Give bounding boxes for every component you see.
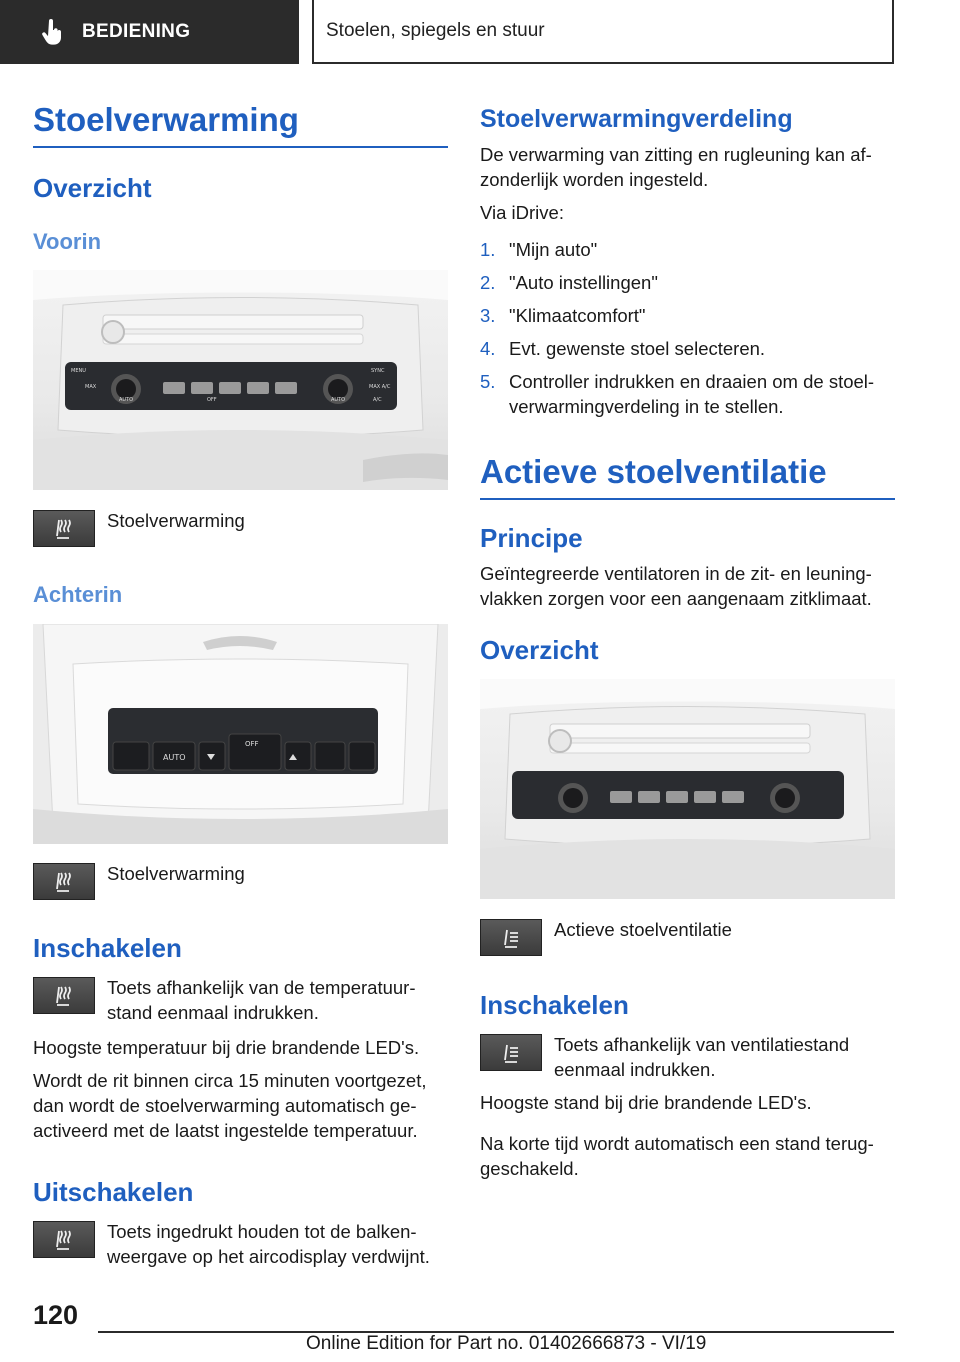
panel-sync-label: SYNC — [371, 368, 385, 374]
seat-heating-icon — [49, 983, 79, 1009]
seat-heating-icon — [49, 516, 79, 542]
panel-maxac-label: MAX A/C — [369, 384, 391, 390]
seat-ventilation-icon — [496, 925, 526, 951]
page-header — [0, 0, 960, 66]
rear-auto-label: AUTO — [163, 753, 186, 762]
heading-overzicht-right: Overzicht — [480, 635, 599, 665]
panel-off-label: OFF — [207, 397, 217, 403]
step-item: 4. Evt. gewenste stoel selecteren. — [480, 338, 766, 359]
seat-ventilation-icon — [496, 1040, 526, 1066]
seat-heating-icon — [49, 869, 79, 895]
seat-heating-button-icon — [33, 510, 95, 547]
rear-climate-panel-photo — [33, 624, 448, 844]
seat-ventilation-button-icon — [480, 1034, 542, 1071]
caption-voorin-text: Stoelverwarming — [107, 510, 245, 531]
panel-auto-right-label: AUTO — [331, 397, 346, 403]
inschakelen-right-p2: Na korte tijd wordt automatisch een stand terug-geschakeld. — [480, 1133, 874, 1179]
heading-inschakelen-right: Inschakelen — [480, 990, 629, 1020]
step-item: 3. "Klimaatcomfort" — [480, 305, 646, 326]
edition-note: Online Edition for Part no. 01402666873 - VI/19 — [306, 1333, 707, 1354]
caption-ventilatie-text: Actieve stoelventilatie — [554, 919, 732, 940]
inschakelen-left-p1: Hoogste temperatuur bij drie brandende LED's. — [33, 1037, 420, 1058]
heading-stoelverwarming: Stoelverwarming — [33, 100, 448, 148]
via-idrive: Via iDrive: — [480, 202, 564, 223]
idrive-steps — [480, 237, 895, 427]
seat-ventilation-button-icon — [480, 919, 542, 956]
panel-auto-left-label: AUTO — [119, 397, 134, 403]
hand-pointer-icon — [40, 19, 64, 45]
step-item: 2. "Auto instellingen" — [480, 272, 658, 293]
panel-max-label: MAX — [85, 384, 97, 390]
front-climate-panel-photo — [33, 270, 448, 490]
inschakelen-right-p1: Hoogste stand bij drie brandende LED's. — [480, 1092, 812, 1113]
heading-uitschakelen: Uitschakelen — [33, 1177, 194, 1207]
heading-achterin: Achterin — [33, 582, 123, 607]
heading-voorin: Voorin — [33, 229, 102, 254]
ventilation-panel-photo — [480, 679, 895, 899]
inschakelen-left-text: Toets afhankelijk van de temperatuur-stand eenmaal indrukken. — [107, 977, 416, 1023]
seat-heating-button-icon — [33, 863, 95, 900]
heading-inschakelen-left: Inschakelen — [33, 933, 182, 963]
inschakelen-left-p2: Wordt de rit binnen circa 15 minuten voortgezet, dan wordt de stoelverwarming automatisch ge-activeerd met de laatst ingestelde temperatuur. — [33, 1070, 427, 1141]
page-number: 120 — [33, 1300, 79, 1330]
chapter-tab — [312, 0, 894, 64]
seat-heating-icon — [49, 1227, 79, 1253]
panel-menu-label: MENU — [71, 368, 86, 374]
chapter-title: Stoelen, spiegels en stuur — [326, 20, 545, 41]
heading-verdeling: Stoelverwarmingverdeling — [480, 105, 793, 133]
uitschakelen-text: Toets ingedrukt houden tot de balken-weergave op het aircodisplay verdwijnt. — [107, 1221, 430, 1267]
section-title: BEDIENING — [82, 21, 191, 42]
heading-ventilatie: Actieve stoelventilatie — [480, 452, 895, 500]
principe-text: Geïntegreerde ventilatoren in de zit- en leuning-vlakken zorgen voor een aangenaam zitklimaat. — [480, 563, 872, 609]
inschakelen-right-text: Toets afhankelijk van ventilatiestand eenmaal indrukken. — [554, 1034, 850, 1080]
heading-overzicht: Overzicht — [33, 173, 152, 203]
panel-ac-label: A/C — [373, 397, 382, 403]
seat-heating-button-icon — [33, 977, 95, 1014]
seat-heating-button-icon — [33, 1221, 95, 1258]
section-tab — [0, 0, 299, 64]
step-item: 1. "Mijn auto" — [480, 239, 598, 260]
step-item: 5. Controller indrukken en draaien om de stoel-verwarmingverdeling in te stellen. — [480, 371, 875, 417]
caption-achterin-text: Stoelverwarming — [107, 863, 245, 884]
rear-off-label: OFF — [245, 740, 259, 748]
heading-principe: Principe — [480, 523, 583, 553]
verdeling-intro: De verwarming van zitting en rugleuning kan af-zonderlijk worden ingesteld. — [480, 144, 872, 190]
